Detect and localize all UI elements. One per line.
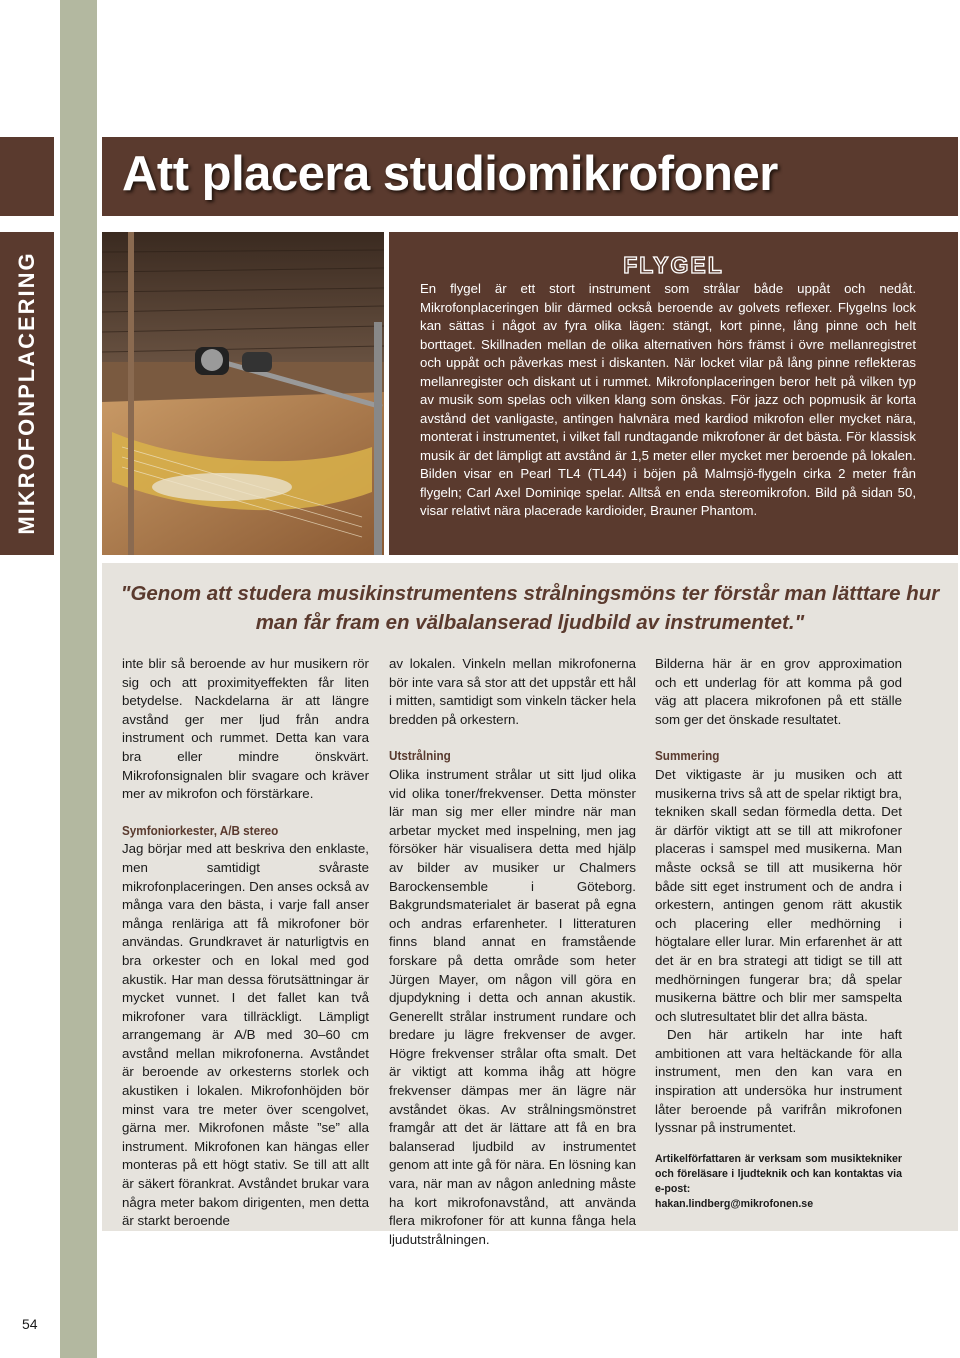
left-title-block xyxy=(0,137,54,216)
paragraph: Bilderna här är en grov approximation och ett underlag för att komma på god väg att placera mikrofonen på ett ställe som ger det önskade resultatet. xyxy=(655,656,902,727)
flygel-text: En flygel är ett stort instrument som strålar både uppåt och nedåt. Mikrofonplaceringen blir därmed också beroende av golvets reflexer. Flygelns lock kan sättas i något av fyra olika lägen: stängt, kort pinne, lång pinne och helt borttaget. Skillnaden mellan de olika alternativen hörs främst i övre mellanregistret och uppåt och påverkas mest i diskanten. När locket vilar på lång pinne reflekteras mellanregister och diskant ut i rummet. Mikrofonplaceringen beror helt på vilken typ av musik som spelas och vilken klang som önskas. För jazz och popmusik är korta avstånd det vanligaste, antingen halvnära med kardiod mikrofon eller mycket nära, monterat i instrumentet, i vilket fall rundtagande mikrofoner är det bästa. För klassisk musik är det lämpligt att avstånd är 1,5 meter eller mycket mer beroende på lokalen. Bilden visar en Pearl TL4 (TL44) i böjen på Malmsjö-flygeln cirka 2 meter från flygeln; Carl Axel Dominiqe spelar. Alltså en enda stereomikrofon. Bild på sidan 50, visar relativt nära placerade kardioider, Brauner Phantom. xyxy=(420,281,916,518)
green-margin-strip xyxy=(60,0,97,1358)
page-number: 54 xyxy=(22,1316,38,1332)
section-label: MIKROFONPLACERING xyxy=(14,251,39,535)
paragraph: Jag börjar med att beskriva den enklaste, men samtidigt svåraste mikrofonplaceringen. Den anses också av många vara den bästa, i varje fall anser många renläriga att få mikrofoner bör användas. Grundkravet är naturligtvis en bra orkester och en lokal med god akustik. Har man dessa förutsättningar är mycket vunnet. I det fallet kan två mikrofoner vara tillräckligt. Lämpligt arrangemang är A/B med 30–60 cm avstånd mellan mikrofonerna. Avståndet är beroende av orkesterns storlek och akustiken i lokalen. Mikrofonhöjden bör minst vara tre meter över scengolvet, gärna mer. Mikrofonen måste ”se” alla instrument. Mikrofonen kan hängas eller monteras på ett högt stativ. Se till att allt är säkert förankrat. Avståndet brukar vara några meter bakom dirigenten, men detta är starkt beroende xyxy=(122,841,369,1229)
article-column-3 xyxy=(655,655,902,1212)
pull-quote: "Genom att studera musikinstrumentens strålningsmöns ter förstår man lätttare hur man får fram en välbalanserad ljudbild av instrumentet." xyxy=(120,582,940,634)
paragraph: Olika instrument strålar ut sitt ljud olika vid olika toner/frekvenser. Detta mönster lär man sig mer eller mindre när man arbetar mycket med inspelning, men jag försöker här visualisera detta med hjälp av bilder av musiker ur Chalmers Barockensemble i Göteborg. Bakgrundsmaterialet är baserat på egna och andras erfarenheter. I litteraturen finns bland annat en framstående forskare på detta område som heter Jürgen Mayer, om någon vill göra en djupdykning i detta och annan akustik. Generellt strålar instrument rundare och bredare ju lägre frekvenser de avger. Högre frekvenser strålar ofta smalt. Det är viktigt att komma ihåg att högre frekvenser dämpas mer än lägre när avståndet ökas. Av strålningsmönstret framgår att det är lättare att få en bra balanserad ljudbild av instrumentet genom att inte gå för nära. En lösning kan vara, när man av någon anledning måste ha kort mikrofonavstånd, att använda flera mikrofoner för att kunna fånga hela ljudutstrålningen. xyxy=(389,766,636,1247)
paragraph: Den här artikeln har inte haft ambitionen att vara heltäckande för alla instrument, men den kan vara en inspiration att undersöka hur instrument låter beroende på varifrån mikrofonen lyssnar på instrumentet. xyxy=(655,1027,902,1136)
paragraph: Det viktigaste är ju musiken och att musikerna trivs så att de spelar riktigt bra, tekniken skall sedan förmedla detta. Det är därför viktigt att se till att mikrofoner placeras i samspel med musikerna. Man måste också se till att musikerna hör både sitt eget instrument och de andra i orkestern, antingen genom rätt akustik och placering eller medhörning i högtalare eller lurar. Min erfarenhet är att det är en bra strategi att tidigt se till att medhörningen fungerar bra; då spelar musikerna bättre och blir mer samspelta och slutresultatet blir det allra bästa. xyxy=(655,766,902,1024)
paragraph: inte blir så beroende av hur musikern rör sig och att proximityeffekten får liten betydelse. Nackdelarna är att längre avstånd ger mer ljud från andra instrument och rummet. Detta kan vara bra eller mindre önskvärt. Mikrofonsignalen blir svagare och kräver mer av mikrofon och förstärkare. xyxy=(122,656,369,802)
grand-piano-photo-icon xyxy=(102,232,384,555)
article-column-2 xyxy=(389,655,636,1249)
page-title: Att placera studiomikrofoner xyxy=(122,147,778,201)
paragraph: av lokalen. Vinkeln mellan mikrofonerna bör inte vara så stor att det uppstår ett hål i mitten, samtidigt som vinkeln täcker hela bredden på orkestern. xyxy=(389,656,636,727)
author-note: Artikelförfattaren är verksam som musiktekniker och föreläsare i ljudteknik och kan kontaktas via e-post: xyxy=(655,1152,902,1195)
author-email: hakan.lindberg@mikrofonen.se xyxy=(655,1197,814,1210)
subheading: Utstrålning xyxy=(389,748,451,764)
flygel-heading: FLYGEL xyxy=(623,252,724,278)
grand-piano-microphone-photo xyxy=(102,232,384,555)
subheading: Summering xyxy=(655,748,720,764)
subheading: Symfoniorkester, A/B stereo xyxy=(122,822,279,838)
article-column-1 xyxy=(122,655,369,1231)
